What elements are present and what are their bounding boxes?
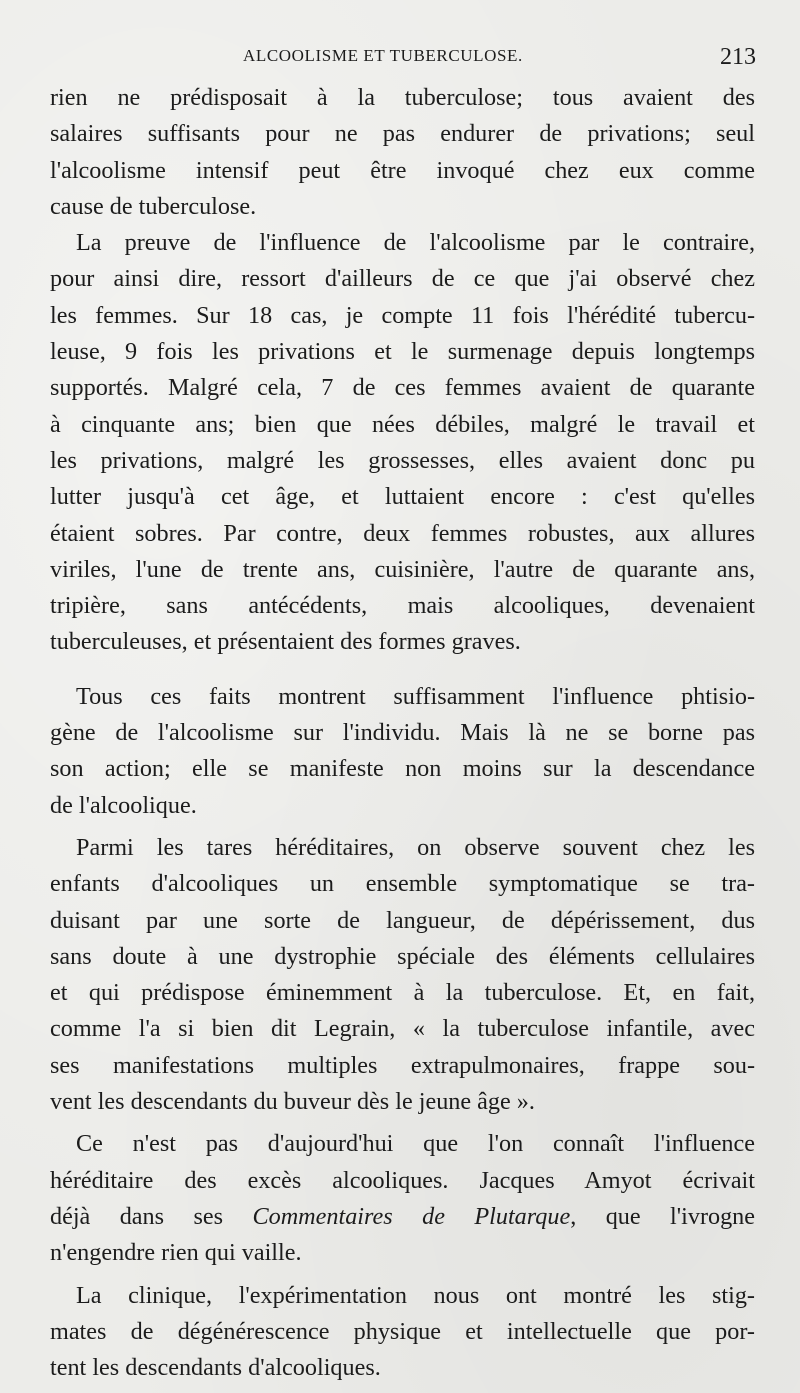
text-line: les femmes. Sur 18 cas, je compte 11 fois l'hérédité tubercu- (50, 301, 755, 329)
text-line: Tous ces faits montrent suffisamment l'influence phtisio- (76, 682, 755, 710)
text-line: Ce n'est pas d'aujourd'hui que l'on connaît l'influence (76, 1130, 755, 1158)
text-line: ses manifestations multiples extrapulmonaires, frappe sou- (50, 1051, 755, 1079)
paragraph-6 (50, 1278, 755, 1387)
text-line: salaires suffisants pour ne pas endurer de privations; seul (50, 120, 755, 148)
text-line: les privations, malgré les grossesses, elles avaient donc pu (50, 446, 755, 474)
text-line: mates de dégénérescence physique et intellectuelle que por- (50, 1317, 755, 1345)
text-line: à cinquante ans; bien que nées débiles, malgré le travail et (50, 410, 755, 438)
text-line: vent les descendants du buveur dès le jeune âge ». (50, 1088, 535, 1116)
text-line: n'engendre rien qui vaille. (50, 1239, 302, 1267)
text-line: cause de tuberculose. (50, 192, 257, 220)
page-header (0, 38, 800, 78)
page-number: 213 (720, 44, 756, 70)
text-line: pour ainsi dire, ressort d'ailleurs de ce que j'ai observé chez (50, 265, 755, 293)
text-line: comme l'a si bien dit Legrain, « la tuberculose infantile, avec (50, 1015, 755, 1043)
text-line: sans doute à une dystrophie spéciale des éléments cellulaires (50, 942, 755, 970)
body-text (50, 80, 755, 1386)
text-line: gène de l'alcoolisme sur l'individu. Mais là ne se borne pas (50, 719, 755, 747)
text-line: tripière, sans antécédents, mais alcooliques, devenaient (50, 592, 755, 620)
book-title-italic: Commentaires de Plutarque (252, 1202, 571, 1230)
text-line: supportés. Malgré cela, 7 de ces femmes avaient de quarante (50, 374, 755, 402)
text-segment: déjà dans ses (50, 1202, 253, 1230)
running-title: ALCOOLISME ET TUBERCULOSE. (243, 46, 523, 65)
text-line: tuberculeuses, et présentaient des formes graves. (50, 628, 521, 656)
text-line: de l'alcoolique. (50, 791, 197, 819)
text-line: étaient sobres. Par contre, deux femmes robustes, aux allures (50, 519, 755, 547)
text-line (50, 1199, 755, 1235)
text-line: La clinique, l'expérimentation nous ont montré les stig- (76, 1281, 755, 1309)
text-line: viriles, l'une de trente ans, cuisinière, l'autre de quarante ans, (50, 555, 755, 583)
text-line: duisant par une sorte de langueur, de dépérissement, dus (50, 906, 755, 934)
text-line: lutter jusqu'à cet âge, et luttaient encore : c'est qu'elles (50, 483, 755, 511)
paragraph-5 (50, 1126, 755, 1271)
text-line: La preuve de l'influence de l'alcoolisme par le contraire, (76, 229, 755, 257)
paragraph-2 (50, 225, 755, 661)
text-line: et qui prédispose éminemment à la tuberculose. Et, en fait, (50, 979, 755, 1007)
text-line: Parmi les tares héréditaires, on observe souvent chez les (76, 833, 755, 861)
text-line: l'alcoolisme intensif peut être invoqué chez eux comme (50, 156, 755, 184)
text-line: enfants d'alcooliques un ensemble symptomatique se tra- (50, 870, 755, 898)
paragraph-3 (50, 679, 755, 824)
text-line: tent les descendants d'alcooliques. (50, 1354, 381, 1382)
text-line: rien ne prédisposait à la tuberculose; tous avaient des (50, 84, 755, 111)
text-line: leuse, 9 fois les privations et le surmenage depuis longtemps (50, 338, 755, 366)
text-segment: , que l'ivrogne (570, 1202, 756, 1230)
text-line: son action; elle se manifeste non moins sur la descendance (50, 755, 755, 783)
text-line: héréditaire des excès alcooliques. Jacques Amyot écrivait (50, 1166, 755, 1194)
paragraph-1 (50, 80, 755, 225)
paragraph-4 (50, 830, 755, 1120)
